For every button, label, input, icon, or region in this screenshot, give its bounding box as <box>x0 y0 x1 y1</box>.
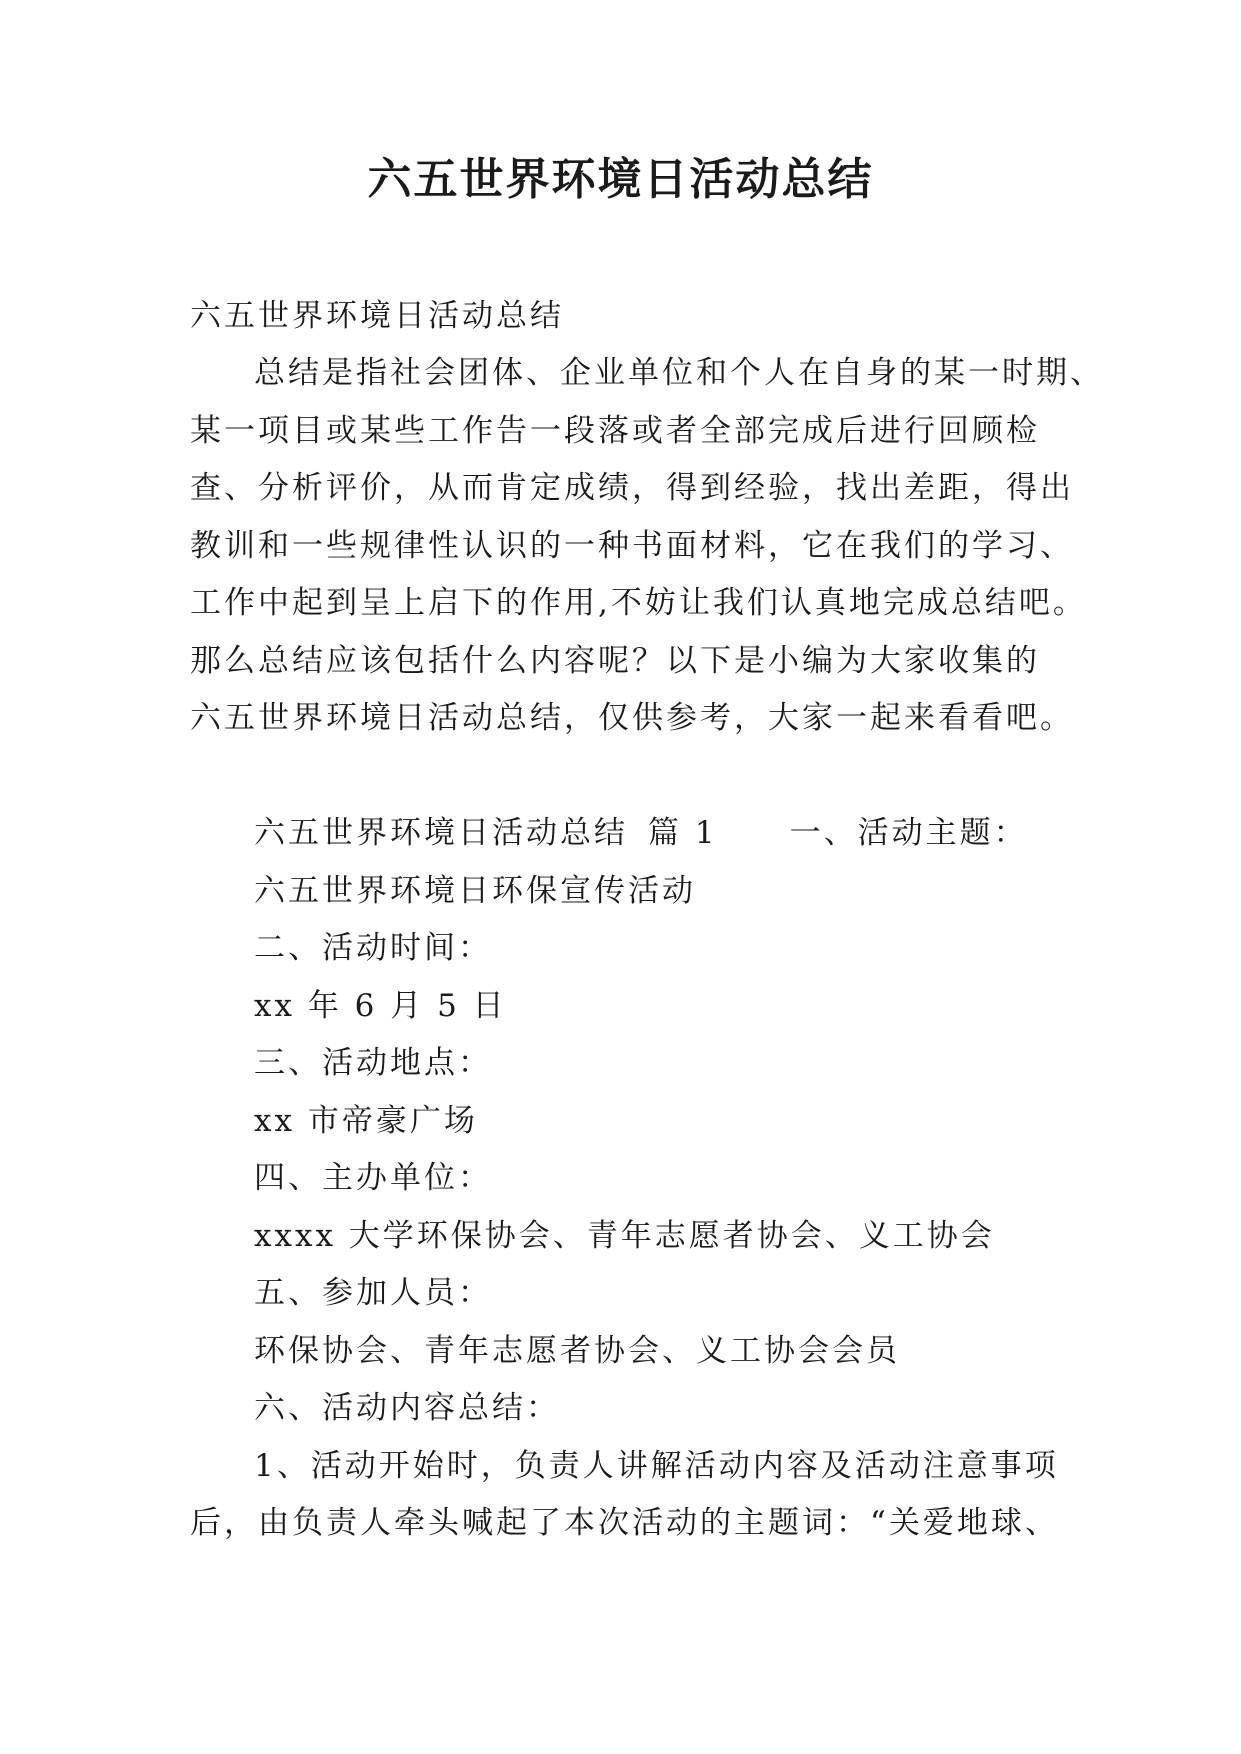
summary-line: 后，由负责人牵头喊起了本次活动的主题词：“关爱地球、 <box>190 1505 1059 1541</box>
article-heading-pian: 篇 1 <box>648 815 718 851</box>
place-label: 三、活动地点： <box>254 1045 492 1081</box>
document-subtitle: 六五世界环境日活动总结 <box>190 298 564 334</box>
place-value: xx 市帝豪广场 <box>254 1102 478 1139</box>
intro-line: 总结是指社会团体、企业单位和个人在自身的某一时期、 <box>254 355 1104 391</box>
article-section <box>190 805 1070 1553</box>
theme-value: 六五世界环境日环保宣传活动 <box>254 872 696 909</box>
organizer-value: xxxx 大学环保协会、青年志愿者协会、义工协会 <box>254 1217 995 1254</box>
intro-line: 某一项目或某些工作告一段落或者全部完成后进行回顾检 <box>190 412 1040 449</box>
intro-line: 教训和一些规律性认识的一种书面材料，它在我们的学习、 <box>190 527 1074 564</box>
participants-value: 环保协会、青年志愿者协会、义工协会会员 <box>254 1332 900 1369</box>
intro-line: 六五世界环境日活动总结，仅供参考，大家一起来看看吧。 <box>190 700 1074 736</box>
intro-line: 查、分析评价，从而肯定成绩，得到经验，找出差距，得出 <box>190 470 1074 506</box>
summary-line: 1、活动开始时，负责人讲解活动内容及活动注意事项 <box>254 1447 1059 1484</box>
intro-paragraph <box>190 345 1104 748</box>
article-first-item-label: 一、活动主题： <box>789 815 1028 851</box>
article-heading-title: 六五世界环境日活动总结 <box>254 815 628 851</box>
intro-line: 那么总结应该包括什么内容呢？以下是小编为大家收集的 <box>190 642 1040 679</box>
intro-line: 工作中起到呈上启下的作用,不妨让我们认真地完成总结吧。 <box>190 585 1087 621</box>
time-value: xx 年 6 月 5 日 <box>254 987 507 1024</box>
participants-label: 五、参加人员： <box>254 1275 492 1311</box>
article-heading <box>190 805 1070 863</box>
time-label: 二、活动时间： <box>254 930 492 966</box>
organizer-label: 四、主办单位： <box>254 1160 492 1196</box>
document-title: 六五世界环境日活动总结 <box>367 154 874 205</box>
summary-label: 六、活动内容总结： <box>254 1390 560 1426</box>
